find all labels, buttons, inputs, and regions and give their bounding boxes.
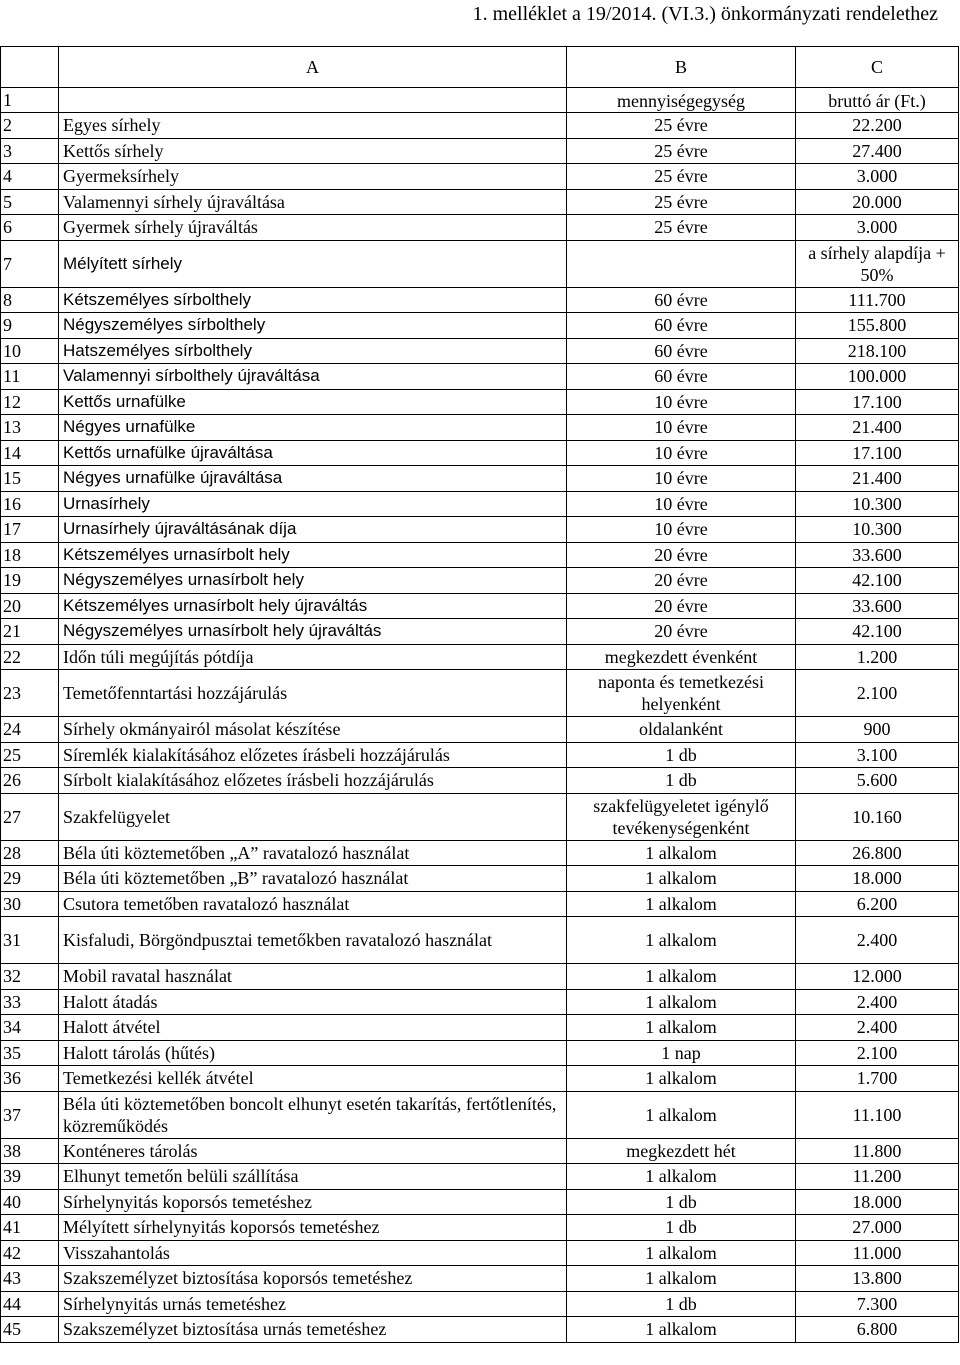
row-unit	[567, 240, 796, 287]
table-row	[1, 338, 959, 364]
table-row	[1, 542, 959, 568]
row-price: 10.300	[796, 517, 959, 543]
row-price: 12.000	[796, 964, 959, 990]
row-number: 3	[1, 138, 59, 164]
table-row	[1, 415, 959, 441]
row-number: 38	[1, 1138, 59, 1164]
row-name: Négyes urnafülke újraváltása	[59, 466, 567, 492]
row-name: Egyes sírhely	[59, 113, 567, 139]
row-unit: 10 évre	[567, 389, 796, 415]
row-number: 36	[1, 1066, 59, 1092]
table-row	[1, 364, 959, 390]
table-row	[1, 215, 959, 241]
row-unit: 25 évre	[567, 164, 796, 190]
row-unit: 1 db	[567, 768, 796, 794]
row-number: 12	[1, 389, 59, 415]
row-number: 24	[1, 717, 59, 743]
table-row	[1, 1240, 959, 1266]
row-unit: 1 alkalom	[567, 964, 796, 990]
row-number: 26	[1, 768, 59, 794]
row-number: 7	[1, 240, 59, 287]
row-unit: 60 évre	[567, 338, 796, 364]
row-name: Sírhelynyitás urnás temetéshez	[59, 1291, 567, 1317]
row-price: 155.800	[796, 313, 959, 339]
row-unit: 10 évre	[567, 440, 796, 466]
row-name: Mélyített sírhelynyitás koporsós temetéshez	[59, 1215, 567, 1241]
row-number: 1	[1, 88, 59, 113]
row-number: 41	[1, 1215, 59, 1241]
fee-table	[0, 46, 959, 1343]
table-row	[1, 88, 959, 113]
row-unit: 1 alkalom	[567, 1066, 796, 1092]
row-name: Kétszemélyes sírbolthely	[59, 287, 567, 313]
row-price: 2.400	[796, 989, 959, 1015]
table-row	[1, 964, 959, 990]
row-price: 11.000	[796, 1240, 959, 1266]
row-unit: 1 nap	[567, 1040, 796, 1066]
row-number: 35	[1, 1040, 59, 1066]
row-number: 13	[1, 415, 59, 441]
row-price: 3.000	[796, 164, 959, 190]
row-unit: 25 évre	[567, 113, 796, 139]
row-unit: 1 alkalom	[567, 1317, 796, 1343]
table-row	[1, 440, 959, 466]
row-price: 2.400	[796, 1015, 959, 1041]
row-name: Mélyített sírhely	[59, 240, 567, 287]
row-number: 40	[1, 1189, 59, 1215]
table-row	[1, 1164, 959, 1190]
row-name: Időn túli megújítás pótdíja	[59, 644, 567, 670]
row-name: Kettős urnafülke	[59, 389, 567, 415]
table-row	[1, 164, 959, 190]
row-unit: megkezdett hét	[567, 1138, 796, 1164]
table-row	[1, 840, 959, 866]
row-number: 28	[1, 840, 59, 866]
row-unit: 10 évre	[567, 517, 796, 543]
table-row	[1, 1317, 959, 1343]
row-price: 6.200	[796, 891, 959, 917]
table-row	[1, 1138, 959, 1164]
row-unit: 60 évre	[567, 364, 796, 390]
row-unit: 20 évre	[567, 568, 796, 594]
row-price: 21.400	[796, 466, 959, 492]
row-unit: naponta és temetkezési helyenként	[567, 670, 796, 717]
row-name: Béla úti köztemetőben „A” ravatalozó használat	[59, 840, 567, 866]
row-number: 30	[1, 891, 59, 917]
row-unit: 25 évre	[567, 189, 796, 215]
document-header: 1. melléklet a 19/2014. (VI.3.) önkormányzati rendelethez	[472, 3, 938, 25]
row-number: 9	[1, 313, 59, 339]
row-price: 5.600	[796, 768, 959, 794]
row-name: Béla úti köztemetőben „B” ravatalozó használat	[59, 866, 567, 892]
row-name: Halott tárolás (hűtés)	[59, 1040, 567, 1066]
row-unit: 20 évre	[567, 593, 796, 619]
row-name: Valamennyi sírhely újraváltása	[59, 189, 567, 215]
row-number: 25	[1, 742, 59, 768]
row-name: Halott átadás	[59, 989, 567, 1015]
row-price: 6.800	[796, 1317, 959, 1343]
row-number: 14	[1, 440, 59, 466]
row-number: 22	[1, 644, 59, 670]
row-unit: 60 évre	[567, 287, 796, 313]
row-number: 37	[1, 1091, 59, 1138]
row-price: 111.700	[796, 287, 959, 313]
row-number: 17	[1, 517, 59, 543]
fee-table-body	[1, 88, 959, 1343]
row-number: 18	[1, 542, 59, 568]
table-row	[1, 1215, 959, 1241]
row-price: 10.160	[796, 793, 959, 840]
table-row	[1, 670, 959, 717]
row-price: 1.700	[796, 1066, 959, 1092]
row-unit: 1 alkalom	[567, 1266, 796, 1292]
row-name: Szakszemélyzet biztosítása urnás temetéshez	[59, 1317, 567, 1343]
row-unit: szakfelügyeletet igénylő tevékenységenként	[567, 793, 796, 840]
row-unit: 1 db	[567, 1189, 796, 1215]
row-name: Csutora temetőben ravatalozó használat	[59, 891, 567, 917]
row-price: 21.400	[796, 415, 959, 441]
row-price: 27.000	[796, 1215, 959, 1241]
row-price: 11.800	[796, 1138, 959, 1164]
row-unit: 10 évre	[567, 466, 796, 492]
row-name: Négyszemélyes urnasírbolt hely újraváltás	[59, 619, 567, 645]
row-price: 11.100	[796, 1091, 959, 1138]
table-row	[1, 491, 959, 517]
column-header-row	[1, 47, 959, 88]
row-price: 33.600	[796, 542, 959, 568]
table-row	[1, 1189, 959, 1215]
row-unit: 1 alkalom	[567, 840, 796, 866]
row-number: 32	[1, 964, 59, 990]
row-number: 43	[1, 1266, 59, 1292]
row-price: 22.200	[796, 113, 959, 139]
row-unit: 1 alkalom	[567, 917, 796, 964]
table-row	[1, 593, 959, 619]
table-row	[1, 113, 959, 139]
row-name: Valamennyi sírbolthely újraváltása	[59, 364, 567, 390]
row-unit: 1 alkalom	[567, 1015, 796, 1041]
table-row	[1, 1266, 959, 1292]
row-name: Visszahantolás	[59, 1240, 567, 1266]
table-row	[1, 240, 959, 287]
table-row	[1, 1040, 959, 1066]
row-name: Négyszemélyes sírbolthely	[59, 313, 567, 339]
row-number: 19	[1, 568, 59, 594]
row-price: 18.000	[796, 866, 959, 892]
row-unit: 1 db	[567, 1291, 796, 1317]
row-name: Kettős urnafülke újraváltása	[59, 440, 567, 466]
row-unit: 60 évre	[567, 313, 796, 339]
row-name: Gyermek sírhely újraváltás	[59, 215, 567, 241]
row-price: 42.100	[796, 619, 959, 645]
row-price: 2.400	[796, 917, 959, 964]
row-name: Mobil ravatal használat	[59, 964, 567, 990]
row-price: 13.800	[796, 1266, 959, 1292]
row-price: 27.400	[796, 138, 959, 164]
row-name: Kisfaludi, Börgöndpusztai temetőkben ravatalozó használat	[59, 917, 567, 964]
row-name: Halott átvétel	[59, 1015, 567, 1041]
row-name: Sírbolt kialakításához előzetes írásbeli hozzájárulás	[59, 768, 567, 794]
row-name: Béla úti köztemetőben boncolt elhunyt esetén takarítás, fertőtlenítés, közreműködés	[59, 1091, 567, 1138]
row-name: Temetőfenntartási hozzájárulás	[59, 670, 567, 717]
row-number: 39	[1, 1164, 59, 1190]
table-row	[1, 389, 959, 415]
row-number: 10	[1, 338, 59, 364]
row-price: 7.300	[796, 1291, 959, 1317]
row-unit: oldalanként	[567, 717, 796, 743]
row-name: Kétszemélyes urnasírbolt hely	[59, 542, 567, 568]
table-row	[1, 644, 959, 670]
table-row	[1, 1015, 959, 1041]
row-unit: 1 alkalom	[567, 989, 796, 1015]
row-name: Urnasírhely újraváltásának díja	[59, 517, 567, 543]
row-price: 26.800	[796, 840, 959, 866]
row-number: 31	[1, 917, 59, 964]
row-unit: 25 évre	[567, 138, 796, 164]
table-row	[1, 1066, 959, 1092]
row-number: 21	[1, 619, 59, 645]
row-price: 20.000	[796, 189, 959, 215]
column-header-b: B	[567, 47, 796, 88]
table-row	[1, 768, 959, 794]
row-price: a sírhely alapdíja + 50%	[796, 240, 959, 287]
row-unit: 20 évre	[567, 619, 796, 645]
table-row	[1, 313, 959, 339]
row-unit: 10 évre	[567, 415, 796, 441]
row-number: 42	[1, 1240, 59, 1266]
row-name: Konténeres tárolás	[59, 1138, 567, 1164]
row-number: 5	[1, 189, 59, 215]
row-name: Négyszemélyes urnasírbolt hely	[59, 568, 567, 594]
table-row	[1, 866, 959, 892]
table-row	[1, 891, 959, 917]
row-price: 900	[796, 717, 959, 743]
row-price: 11.200	[796, 1164, 959, 1190]
table-row	[1, 1091, 959, 1138]
row-number: 15	[1, 466, 59, 492]
row-number: 6	[1, 215, 59, 241]
row-name: Elhunyt temetőn belüli szállítása	[59, 1164, 567, 1190]
table-row	[1, 466, 959, 492]
row-unit: 1 alkalom	[567, 1091, 796, 1138]
table-row	[1, 568, 959, 594]
row-name: Urnasírhely	[59, 491, 567, 517]
table-row	[1, 717, 959, 743]
row-price: 3.000	[796, 215, 959, 241]
row-number: 34	[1, 1015, 59, 1041]
column-header-c: C	[796, 47, 959, 88]
row-name: Hatszemélyes sírbolthely	[59, 338, 567, 364]
row-price: bruttó ár (Ft.)	[796, 88, 959, 113]
table-row	[1, 619, 959, 645]
row-name: Sírhelynyitás koporsós temetéshez	[59, 1189, 567, 1215]
row-price: 2.100	[796, 1040, 959, 1066]
row-unit: 1 alkalom	[567, 891, 796, 917]
row-unit: 20 évre	[567, 542, 796, 568]
row-price: 17.100	[796, 389, 959, 415]
row-unit: 1 db	[567, 742, 796, 768]
table-row	[1, 989, 959, 1015]
row-price: 42.100	[796, 568, 959, 594]
row-name	[59, 88, 567, 113]
table-row	[1, 917, 959, 964]
table-row	[1, 189, 959, 215]
row-unit: 1 alkalom	[567, 1240, 796, 1266]
row-name: Szakszemélyzet biztosítása koporsós temetéshez	[59, 1266, 567, 1292]
row-number: 4	[1, 164, 59, 190]
row-number: 27	[1, 793, 59, 840]
row-name: Síremlék kialakításához előzetes írásbeli hozzájárulás	[59, 742, 567, 768]
row-number: 2	[1, 113, 59, 139]
row-name: Sírhely okmányairól másolat készítése	[59, 717, 567, 743]
row-price: 218.100	[796, 338, 959, 364]
row-price: 18.000	[796, 1189, 959, 1215]
row-unit: megkezdett évenként	[567, 644, 796, 670]
row-price: 33.600	[796, 593, 959, 619]
row-number: 11	[1, 364, 59, 390]
row-name: Kétszemélyes urnasírbolt hely újraváltás	[59, 593, 567, 619]
row-price: 2.100	[796, 670, 959, 717]
row-unit: 10 évre	[567, 491, 796, 517]
row-number: 33	[1, 989, 59, 1015]
row-price: 10.300	[796, 491, 959, 517]
row-unit: 1 db	[567, 1215, 796, 1241]
row-unit: mennyiségegység	[567, 88, 796, 113]
row-number: 20	[1, 593, 59, 619]
row-number: 16	[1, 491, 59, 517]
column-header-a: A	[59, 47, 567, 88]
column-header-index	[1, 47, 59, 88]
row-name: Szakfelügyelet	[59, 793, 567, 840]
row-price: 1.200	[796, 644, 959, 670]
row-number: 45	[1, 1317, 59, 1343]
row-unit: 1 alkalom	[567, 1164, 796, 1190]
row-price: 3.100	[796, 742, 959, 768]
row-unit: 1 alkalom	[567, 866, 796, 892]
row-number: 44	[1, 1291, 59, 1317]
row-number: 23	[1, 670, 59, 717]
row-price: 100.000	[796, 364, 959, 390]
row-price: 17.100	[796, 440, 959, 466]
table-row	[1, 1291, 959, 1317]
row-unit: 25 évre	[567, 215, 796, 241]
table-row	[1, 793, 959, 840]
row-name: Temetkezési kellék átvétel	[59, 1066, 567, 1092]
table-row	[1, 138, 959, 164]
row-number: 8	[1, 287, 59, 313]
table-row	[1, 287, 959, 313]
row-name: Négyes urnafülke	[59, 415, 567, 441]
row-name: Gyermeksírhely	[59, 164, 567, 190]
table-row	[1, 742, 959, 768]
table-row	[1, 517, 959, 543]
row-name: Kettős sírhely	[59, 138, 567, 164]
row-number: 29	[1, 866, 59, 892]
